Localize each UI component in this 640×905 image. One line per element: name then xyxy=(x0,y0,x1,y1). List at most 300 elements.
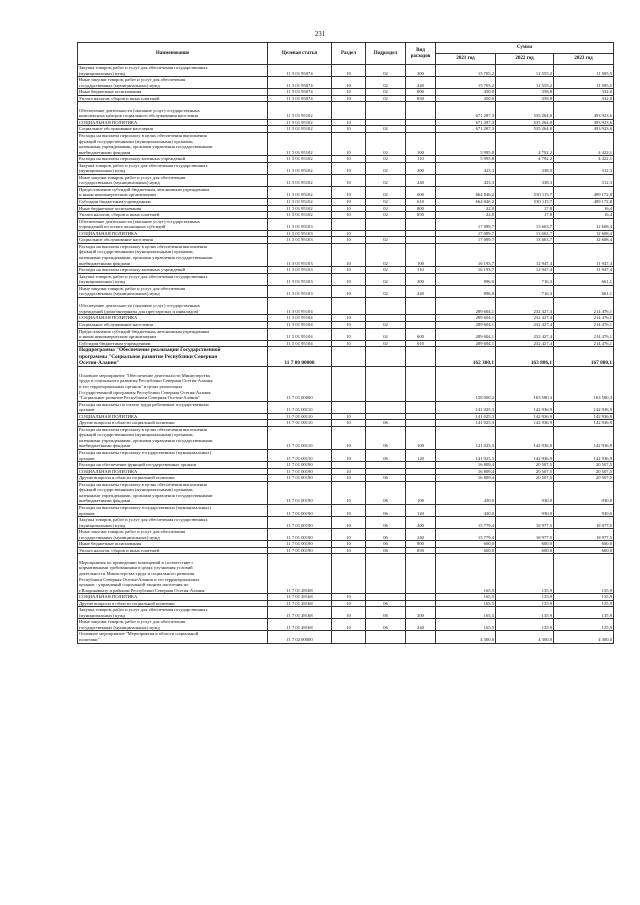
row-target: 11 7 01 00190 xyxy=(268,517,332,529)
row-y2023: 20 507,5 xyxy=(554,475,614,482)
table-row xyxy=(78,102,614,120)
row-y2021: 664 846,2 xyxy=(436,199,496,206)
row-y2021: 430,0 xyxy=(436,481,496,504)
row-name xyxy=(78,450,268,462)
row-name-line: Иные закупки товаров, работ и услуг для обеспечения xyxy=(79,285,186,291)
row-target: 11 7 01 00190 xyxy=(268,541,332,548)
row-target: 11 5 01 95104 xyxy=(268,328,332,340)
table-row xyxy=(78,133,614,156)
row-subsection: 02 xyxy=(366,89,406,96)
row-name xyxy=(78,186,268,198)
row-y2023: 11 585,5 xyxy=(554,65,614,77)
row-y2021: 896,0 xyxy=(436,285,496,297)
row-type: 240 xyxy=(406,285,436,297)
row-y2022: 338,3 xyxy=(496,162,554,174)
row-section: 10 xyxy=(332,450,366,462)
row-section: 10 xyxy=(332,475,366,482)
row-name-line: внебюджетными фондами xyxy=(79,149,131,155)
row-y2023: 135,9 xyxy=(554,607,614,619)
row-name-line: Социальное обслуживание населения xyxy=(79,237,153,243)
row-target: 11 7 01 28168 xyxy=(268,594,332,601)
header-target: Целевая статья xyxy=(268,43,332,65)
row-target: 11 7 01 00190 xyxy=(268,547,332,554)
row-type xyxy=(406,554,436,594)
row-name-line: (муниципальных) нужд xyxy=(79,70,126,76)
row-subsection: 02 xyxy=(366,65,406,77)
row-y2021: 165,5 xyxy=(436,594,496,601)
row-section: 10 xyxy=(332,517,366,529)
row-y2021: 141 025,3 xyxy=(436,413,496,420)
row-name xyxy=(78,273,268,285)
row-type: 200 xyxy=(406,517,436,529)
row-y2023: 332,0 xyxy=(554,89,614,96)
row-target: 11 5 01 95103 xyxy=(268,237,332,244)
row-name-line: органов - управлений социальной защиты населения по xyxy=(79,582,189,588)
table-row xyxy=(78,218,614,230)
row-y2023: 135,9 xyxy=(554,600,614,607)
row-section: 10 xyxy=(332,420,366,427)
row-subsection: 06 xyxy=(366,504,406,516)
row-y2023: 600,0 xyxy=(554,547,614,554)
row-target: 11 5 01 95103 xyxy=(268,285,332,297)
row-type: 800 xyxy=(406,205,436,212)
row-name xyxy=(78,243,268,266)
row-section: 10 xyxy=(332,529,366,541)
row-y2023: 142 936,9 xyxy=(554,401,614,413)
row-subsection: 06 xyxy=(366,426,406,449)
row-y2022: 358,8 xyxy=(496,95,554,102)
row-subsection: 02 xyxy=(366,126,406,133)
row-y2022: 930,0 xyxy=(496,481,554,504)
row-y2022: 17,8 xyxy=(496,205,554,212)
row-subsection xyxy=(366,102,406,120)
row-name-line: (муниципальных) нужд xyxy=(79,522,126,528)
row-section: 10 xyxy=(332,243,366,266)
row-target: 11 7 02 00000 xyxy=(268,631,332,643)
row-subsection: 02 xyxy=(366,95,406,102)
row-type: 600 xyxy=(406,186,436,198)
table-row xyxy=(78,243,614,266)
row-section: 10 xyxy=(332,273,366,285)
row-subsection: 06 xyxy=(366,547,406,554)
row-type: 120 xyxy=(406,504,436,516)
table-row xyxy=(78,619,614,631)
row-name-line: Расходы на выплаты персоналу государственных (муниципальных) xyxy=(79,504,212,510)
row-subsection: 02 xyxy=(366,267,406,274)
row-y2021: 289 604,1 xyxy=(436,340,496,347)
row-y2021: 15 705,2 xyxy=(436,77,496,89)
row-subsection: 02 xyxy=(366,340,406,347)
table-row xyxy=(78,328,614,340)
budget-table xyxy=(77,42,614,644)
row-y2023: 20 507,5 xyxy=(554,468,614,475)
row-y2022: 232 427,4 xyxy=(496,328,554,340)
row-target: 11 5 01 95074 xyxy=(268,89,332,96)
row-y2023: 4 422,1 xyxy=(554,156,614,163)
row-name xyxy=(78,218,268,230)
row-section: 10 xyxy=(332,413,366,420)
row-type xyxy=(406,367,436,401)
row-subsection: 02 xyxy=(366,156,406,163)
table-row xyxy=(78,285,614,297)
row-y2022: 135,9 xyxy=(496,600,554,607)
row-name-line: Основное мероприятие "Обеспечение деятельности Министерства xyxy=(79,372,210,378)
page-number: 231 xyxy=(314,30,326,38)
row-y2023: 142 936,9 xyxy=(554,420,614,427)
row-name xyxy=(78,347,268,367)
row-y2022: 338,3 xyxy=(496,174,554,186)
row-section: 10 xyxy=(332,315,366,322)
row-target: 11 7 01 00110 xyxy=(268,450,332,462)
row-y2022: 13 663,7 xyxy=(496,237,554,244)
row-section: 10 xyxy=(332,619,366,631)
row-target: 11 5 01 95102 xyxy=(268,156,332,163)
row-name-line: функций государственными (муниципальными) органами, xyxy=(79,487,194,493)
row-section xyxy=(332,218,366,230)
row-name xyxy=(78,504,268,516)
row-y2021: 450,0 xyxy=(436,89,496,96)
row-subsection xyxy=(366,554,406,594)
row-name xyxy=(78,554,268,594)
row-name-line: Иные бюджетные ассигнования xyxy=(79,541,142,547)
row-target: 11 5 01 95102 xyxy=(268,212,332,219)
row-target: 11 5 01 95104 xyxy=(268,340,332,347)
row-subsection xyxy=(366,631,406,643)
table-row xyxy=(78,77,614,89)
row-name xyxy=(78,607,268,619)
row-name-line: Мероприятия по приведению помещений в соответствие с xyxy=(79,559,194,565)
row-y2022: 4 792,2 xyxy=(496,156,554,163)
row-name-line: Иные закупки товаров, работ и услуг для обеспечения xyxy=(79,77,186,83)
row-section xyxy=(332,297,366,315)
row-name-line: нормативными требованиями в целях улучшения условий xyxy=(79,565,193,571)
row-section: 10 xyxy=(332,126,366,133)
row-name xyxy=(78,481,268,504)
row-name xyxy=(78,174,268,186)
row-target: 11 5 01 95103 xyxy=(268,218,332,230)
row-type: 600 xyxy=(406,328,436,340)
row-name-line: Предоставление субсидий бюджетным, автономным учреждениям xyxy=(79,186,210,192)
row-subsection: 06 xyxy=(366,481,406,504)
row-target: 11 7 01 00110 xyxy=(268,426,332,449)
row-subsection: 02 xyxy=(366,205,406,212)
row-name-line: Другие вопросы в области социальной политики xyxy=(79,475,175,481)
row-type xyxy=(406,297,436,315)
row-name xyxy=(78,631,268,643)
table-row xyxy=(78,367,614,401)
row-y2023: 332,0 xyxy=(554,95,614,102)
row-type: 240 xyxy=(406,174,436,186)
row-target: 11 5 01 95103 xyxy=(268,243,332,266)
row-section: 10 xyxy=(332,504,366,516)
row-y2021: 141 025,3 xyxy=(436,450,496,462)
row-name-line: функций государственными (муниципальными) органами, xyxy=(79,432,194,438)
row-y2023: 489 172,8 xyxy=(554,199,614,206)
row-y2022: 4 300,0 xyxy=(496,631,554,643)
row-target: 11 5 01 95102 xyxy=(268,162,332,174)
row-y2022: 12 555,2 xyxy=(496,77,554,89)
row-y2021: 450,0 xyxy=(436,95,496,102)
row-target: 11 5 01 95104 xyxy=(268,321,332,328)
row-name-line: Закупка товаров, работ и услуг для обеспечения государственных xyxy=(79,607,208,613)
row-y2022: 535 264,0 xyxy=(496,126,554,133)
row-name-line: Закупка товаров, работ и услуг для обеспечения государственных xyxy=(79,273,208,279)
row-y2022: 163 580,3 xyxy=(496,367,554,401)
row-subsection xyxy=(366,218,406,230)
row-y2021: 165,5 xyxy=(436,607,496,619)
row-y2022: 20 507,5 xyxy=(496,468,554,475)
row-name-line: труда и социального развития Республики Северная Осетия-Алания xyxy=(79,378,213,384)
row-section: 10 xyxy=(332,162,366,174)
row-subsection: 02 xyxy=(366,174,406,186)
header-name: Наименование xyxy=(78,43,268,65)
row-target: 11 5 01 95102 xyxy=(268,186,332,198)
row-name xyxy=(78,162,268,174)
row-type xyxy=(406,347,436,367)
row-type: 240 xyxy=(406,619,436,631)
row-name-line: СОЦИАЛЬНАЯ ПОЛИТИКА xyxy=(79,468,138,474)
row-y2022: 535 264,0 xyxy=(496,102,554,120)
row-target: 11 5 01 95102 xyxy=(268,205,332,212)
row-name-line: органов xyxy=(79,455,95,461)
row-y2022: 232 427,4 xyxy=(496,340,554,347)
row-name-line: Иные закупки товаров, работ и услуг для обеспечения xyxy=(79,174,186,180)
row-section: 10 xyxy=(332,95,366,102)
row-y2023: 18 977,5 xyxy=(554,529,614,541)
row-y2022: 142 936,9 xyxy=(496,426,554,449)
row-name-line: Расходы на выплаты персоналу казенных учреждений xyxy=(79,156,186,162)
row-name-line: Обеспечение деятельности (оказание услуг) государственных xyxy=(79,218,200,224)
table-row xyxy=(78,273,614,285)
row-y2022: 20 507,5 xyxy=(496,462,554,469)
row-section: 10 xyxy=(332,547,366,554)
row-y2022: 716,3 xyxy=(496,273,554,285)
row-name-line: Уплата налогов, сборов и иных платежей xyxy=(79,547,160,553)
row-y2023: 167 880,1 xyxy=(554,347,614,367)
row-name-line: Другие вопросы в области социальной политики xyxy=(79,600,175,606)
row-name xyxy=(78,426,268,449)
row-type: 100 xyxy=(406,426,436,449)
row-target: 11 5 01 95074 xyxy=(268,77,332,89)
row-name-line: функций государственными (муниципальными) органами, xyxy=(79,249,194,255)
row-name-line: "Социальное развитие Республики Северная Осетия-Алания" xyxy=(79,395,200,401)
row-y2021: 22,0 xyxy=(436,205,496,212)
row-y2023: 16,4 xyxy=(554,212,614,219)
row-y2021: 16 809,4 xyxy=(436,462,496,469)
table-row xyxy=(78,481,614,504)
row-section: 10 xyxy=(332,541,366,548)
row-subsection: 06 xyxy=(366,607,406,619)
row-y2022: 535 264,0 xyxy=(496,119,554,126)
row-y2021: 141 025,3 xyxy=(436,420,496,427)
row-type: 610 xyxy=(406,340,436,347)
row-y2021: 289 604,1 xyxy=(436,315,496,322)
row-y2021: 423,3 xyxy=(436,162,496,174)
row-name-line: Иные закупки товаров, работ и услуг для обеспечения xyxy=(79,619,186,625)
row-subsection xyxy=(366,401,406,413)
row-type: 800 xyxy=(406,541,436,548)
row-y2021: 671 287,3 xyxy=(436,102,496,120)
row-y2023: 4 300,0 xyxy=(554,631,614,643)
row-section xyxy=(332,401,366,413)
row-section: 10 xyxy=(332,321,366,328)
row-y2022: 20 507,5 xyxy=(496,475,554,482)
row-y2023: 135,9 xyxy=(554,594,614,601)
row-name-line: СОЦИАЛЬНАЯ ПОЛИТИКА xyxy=(79,230,138,236)
row-target: 11 7 01 28168 xyxy=(268,619,332,631)
row-target: 11 7 01 00190 xyxy=(268,481,332,504)
row-type xyxy=(406,102,436,120)
header-2023: 2023 год xyxy=(554,54,614,65)
row-type: 200 xyxy=(406,162,436,174)
row-name xyxy=(78,285,268,297)
row-name-line: деятельности Министерства труда и социального развития xyxy=(79,570,195,576)
row-y2022: 716,3 xyxy=(496,285,554,297)
row-y2021: 165,5 xyxy=(436,554,496,594)
row-name-line: СОЦИАЛЬНАЯ ПОЛИТИКА xyxy=(79,315,138,321)
row-target: 11 7 01 28168 xyxy=(268,607,332,619)
row-subsection: 06 xyxy=(366,529,406,541)
row-type: 120 xyxy=(406,450,436,462)
row-name-line: Уплата налогов, сборов и иных платежей xyxy=(79,212,160,218)
table-row xyxy=(78,186,614,198)
row-subsection: 02 xyxy=(366,328,406,340)
row-y2022: 358,8 xyxy=(496,89,554,96)
row-name xyxy=(78,401,268,413)
row-target: 11 5 01 95102 xyxy=(268,133,332,156)
row-y2022: 600,0 xyxy=(496,541,554,548)
row-target: 11 7 01 00000 xyxy=(268,367,332,401)
row-target: 11 7 01 00110 xyxy=(268,401,332,413)
row-section: 10 xyxy=(332,119,366,126)
row-name-line: Закупка товаров, работ и услуг для обеспечения государственных xyxy=(79,162,208,168)
row-type: 200 xyxy=(406,273,436,285)
row-y2023: 214 476,1 xyxy=(554,315,614,322)
row-y2023: 12 608,4 xyxy=(554,230,614,237)
row-target: 11 5 01 95103 xyxy=(268,267,332,274)
row-y2023: 661,1 xyxy=(554,273,614,285)
row-name-line: Расходы на выплаты персоналу в целях обеспечения выполнения xyxy=(79,481,207,487)
row-section: 10 xyxy=(332,156,366,163)
row-name-line: государственных (муниципальных) нужд xyxy=(79,180,160,186)
row-y2022: 135,9 xyxy=(496,594,554,601)
row-y2022: 13 663,7 xyxy=(496,230,554,237)
table-row xyxy=(78,529,614,541)
row-section xyxy=(332,554,366,594)
row-section: 10 xyxy=(332,212,366,219)
row-y2023: 12 608,4 xyxy=(554,237,614,244)
row-type: 200 xyxy=(406,607,436,619)
row-y2022: 930,0 xyxy=(496,504,554,516)
row-section: 10 xyxy=(332,594,366,601)
row-y2021: 141 025,3 xyxy=(436,426,496,449)
row-section: 10 xyxy=(332,205,366,212)
header-subsection: Подраздел xyxy=(366,43,406,65)
row-name xyxy=(78,65,268,77)
row-y2022: 18 977,5 xyxy=(496,517,554,529)
row-section: 10 xyxy=(332,481,366,504)
row-y2022: 135,9 xyxy=(496,554,554,594)
row-y2021: 141 025,3 xyxy=(436,401,496,413)
row-y2021: 423,3 xyxy=(436,174,496,186)
row-y2022: 18 977,5 xyxy=(496,529,554,541)
row-y2023: 135,9 xyxy=(554,619,614,631)
row-section: 10 xyxy=(332,230,366,237)
header-section: Раздел xyxy=(332,43,366,65)
row-name-line: внебюджетными фондами xyxy=(79,498,131,504)
row-y2021: 289 604,1 xyxy=(436,297,496,315)
row-name-line: политики" xyxy=(79,636,100,642)
row-type: 100 xyxy=(406,133,436,156)
row-y2023: 214 476,1 xyxy=(554,340,614,347)
row-type: 850 xyxy=(406,547,436,554)
row-type: 800 xyxy=(406,89,436,96)
row-name-line: (муниципальных) нужд xyxy=(79,612,126,618)
row-name-line: Расходы на выплаты персоналу в целях обеспечения выполнения xyxy=(79,243,207,249)
row-type xyxy=(406,631,436,643)
row-target: 11 5 01 95074 xyxy=(268,65,332,77)
row-y2023: 489 172,8 xyxy=(554,186,614,198)
row-y2021: 15 779,4 xyxy=(436,517,496,529)
row-name xyxy=(78,517,268,529)
row-y2023: 493 923,6 xyxy=(554,102,614,120)
row-y2021: 162 300,1 xyxy=(436,347,496,367)
row-subsection: 02 xyxy=(366,237,406,244)
row-name-line: Иные бюджетные ассигнования xyxy=(79,89,142,95)
row-y2023: 312,3 xyxy=(554,162,614,174)
row-y2022: 12 555,2 xyxy=(496,65,554,77)
row-name xyxy=(78,77,268,89)
row-name-line: Подпрограмма "Обеспечение реализации Государственной xyxy=(79,347,221,354)
row-subsection: 02 xyxy=(366,77,406,89)
row-y2021: 430,0 xyxy=(436,504,496,516)
row-y2023: 20 507,5 xyxy=(554,462,614,469)
row-name xyxy=(78,297,268,315)
table-row xyxy=(78,162,614,174)
row-target: 11 5 01 95102 xyxy=(268,174,332,186)
row-y2021: 165,5 xyxy=(436,600,496,607)
row-section: 10 xyxy=(332,426,366,449)
row-subsection: 02 xyxy=(366,186,406,198)
row-name-line: Субсидии бюджетным учреждениям xyxy=(79,199,151,205)
row-y2023: 16,4 xyxy=(554,205,614,212)
row-name-line: Иные закупки товаров, работ и услуг для обеспечения xyxy=(79,529,186,535)
row-target: 11 5 01 95102 xyxy=(268,126,332,133)
table-row xyxy=(78,607,614,619)
row-name xyxy=(78,328,268,340)
row-name-line: Обеспечение деятельности (оказание услуг) государственных xyxy=(79,107,200,113)
row-section: 10 xyxy=(332,65,366,77)
row-subsection: 06 xyxy=(366,450,406,462)
row-y2022: 232 427,4 xyxy=(496,297,554,315)
row-y2021: 16 809,4 xyxy=(436,468,496,475)
row-target: 11 5 01 95102 xyxy=(268,199,332,206)
row-name-line: казенными учреждениями, органами управления государственными xyxy=(79,144,213,150)
row-y2022: 4 792,2 xyxy=(496,133,554,156)
row-type: 200 xyxy=(406,65,436,77)
row-name-line: государственных (муниципальных) нужд xyxy=(79,291,160,297)
row-target: 11 5 01 95104 xyxy=(268,315,332,322)
row-type xyxy=(406,401,436,413)
row-section xyxy=(332,367,366,401)
row-name-line: и иным некоммерческим организациям xyxy=(79,192,156,198)
row-subsection: 02 xyxy=(366,285,406,297)
row-target: 11 7 01 00110 xyxy=(268,420,332,427)
row-name-line: Расходы на выплаты персоналу государственных (муниципальных) xyxy=(79,450,212,456)
row-y2022: 142 936,9 xyxy=(496,450,554,462)
table-row xyxy=(78,631,614,643)
row-name-line: Закупка товаров, работ и услуг для обеспечения государственных xyxy=(79,517,208,523)
